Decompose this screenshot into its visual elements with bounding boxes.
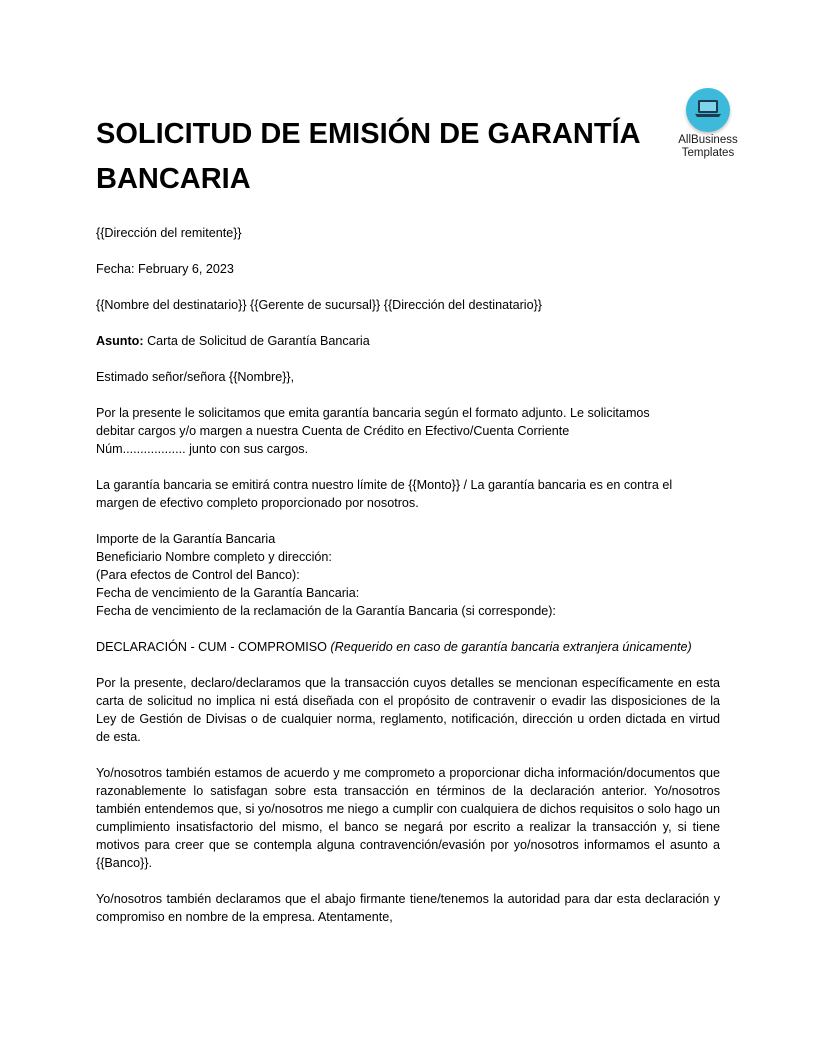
document-body: [96, 224, 720, 944]
sender-address: {{Dirección del remitente}}: [96, 226, 242, 240]
request-line-1: Por la presente le solicitamos que emita garantía bancaria según el formato adjunto. Le solicitamos: [96, 406, 650, 420]
commitment-paragraph: Yo/nosotros también estamos de acuerdo y me comprometo a proporcionar dicha información/documentos que razonablemente lo satisfagan sobre esta transacción en términos de la declaración anterior. Yo/nosotros también entendemos que, si yo/nosotros me niego a cumplir con cualquiera de dichos requisitos o solo hago un cumplimiento insatisfactorio del mismo, el banco se negará por escrito a realizar la transacción y, si tiene motivos para creer que se contempla alguna contravención/evasión por yo/nosotros informamos el asunto a {{Banco}}.: [96, 766, 720, 870]
field-amount: Importe de la Garantía Bancaria: [96, 532, 276, 546]
subject-line: [96, 332, 720, 350]
recipient-line: {{Nombre del destinatario}} {{Gerente de sucursal}} {{Dirección del destinatario}}: [96, 298, 542, 312]
declaration-heading: [96, 638, 720, 656]
request-paragraph: [96, 404, 720, 458]
field-claim-expiry-date: Fecha de vencimiento de la reclamación de la Garantía Bancaria (si corresponde):: [96, 604, 556, 618]
field-expiry-date: Fecha de vencimiento de la Garantía Bancaria:: [96, 586, 360, 600]
field-beneficiary: Beneficiario Nombre completo y dirección:: [96, 550, 332, 564]
subject-label: Asunto:: [96, 334, 144, 348]
laptop-icon: [686, 88, 730, 132]
request-line-2: debitar cargos y/o margen a nuestra Cuenta de Crédito en Efectivo/Cuenta Corriente: [96, 424, 570, 438]
date-line: Fecha: February 6, 2023: [96, 262, 234, 276]
subject-text: Carta de Solicitud de Garantía Bancaria: [143, 334, 370, 348]
logo-text-line2: Templates: [681, 147, 735, 159]
allbusiness-templates-logo: [674, 88, 742, 160]
field-bank-control: (Para efectos de Control del Banco):: [96, 568, 300, 582]
greeting: Estimado señor/señora {{Nombre}},: [96, 370, 295, 384]
authority-paragraph: Yo/nosotros también declaramos que el abajo firmante tiene/tenemos la autoridad para dar esta declaración y compromiso en nombre de la empresa. Atentamente,: [96, 892, 720, 924]
limit-line-2: margen de efectivo completo proporcionado por nosotros.: [96, 496, 419, 510]
limit-paragraph: [96, 476, 720, 512]
document-title: SOLICITUD DE EMISIÓN DE GARANTÍA BANCARIA: [96, 118, 640, 195]
declaration-heading-text: DECLARACIÓN - CUM - COMPROMISO: [96, 640, 331, 654]
declaration-note: (Requerido en caso de garantía bancaria extranjera únicamente): [330, 640, 692, 654]
limit-line-1: La garantía bancaria se emitirá contra nuestro límite de {{Monto}} / La garantía bancaria es en contra el: [96, 478, 673, 492]
request-line-3: Núm.................. junto con sus cargos.: [96, 442, 309, 456]
declaration-paragraph: Por la presente, declaro/declaramos que la transacción cuyos detalles se mencionan específicamente en esta carta de solicitud no implica ni está diseñada con el propósito de contravenir o evadir las disposiciones de la Ley de Gestión de Divisas o de cualquier norma, reglamento, notificación, dirección u orden dictada en virtud de esta.: [96, 676, 720, 744]
logo-text-line1: AllBusiness: [678, 134, 738, 146]
guarantee-fields: [96, 530, 720, 620]
